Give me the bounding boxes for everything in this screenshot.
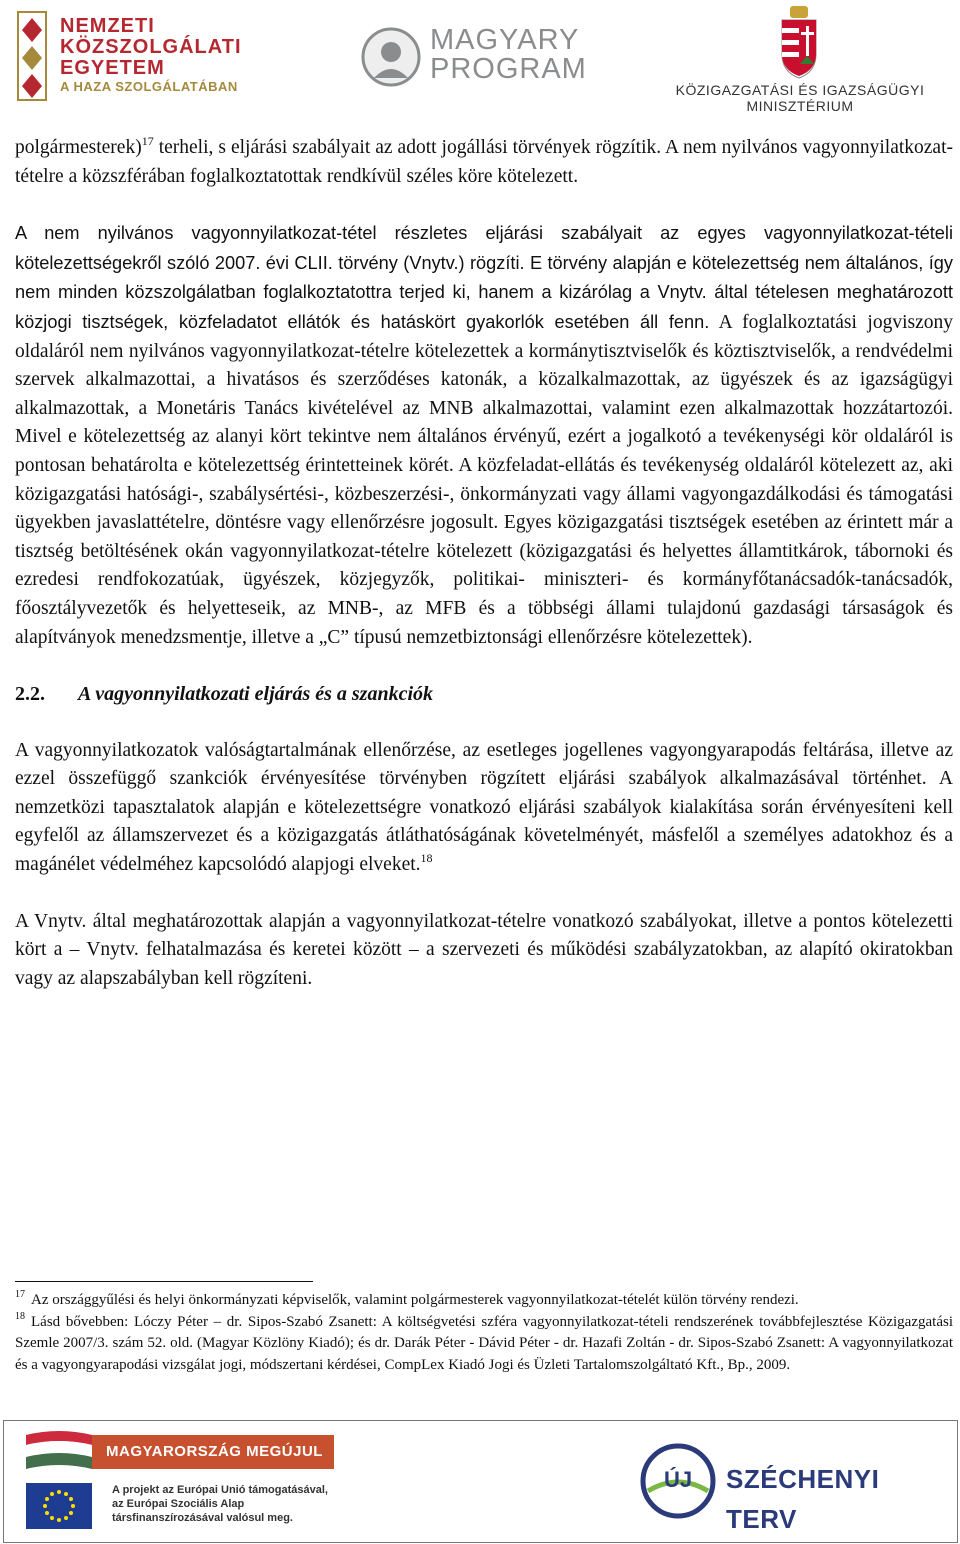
paragraph-4: A Vnytv. által meghatározottak alapján a vagyonnyilatkozat-tételre vonatkozó szabályokat, illetve a pontos kötelezetti kört a – Vnytv. felhatalmazása és keretei között – a szervezeti és működési szabályzatokban, az alapító okiratokban vagy az alapszabályban kell rögzíteni.	[15, 910, 953, 989]
hungarian-flag-icon	[26, 1429, 92, 1473]
footnote-number: 18	[15, 1310, 25, 1322]
paragraph-2-sans-text: A nem nyilvános vagyonnyilatkozat-tétel részletes eljárási szabályait az egyes vagyonnyilatkozat-tételi kötelezettségekről szóló 2007. évi CLII. törvény (Vnytv.) rögzíti. E törvény alapján e kötelezettség nem általános, így nem minden közszolgálatban foglalkoztatottra terjed ki, hanem a kizárólag a Vnytv. által tételesen meghatározott közjogi tisztségek, közfeladatot ellátók és hatáskört gyakorlók esetében áll fenn.	[15, 223, 953, 332]
footnote-separator	[15, 1281, 313, 1282]
nke-wordmark	[60, 16, 260, 95]
section-number: 2.2.	[15, 683, 45, 706]
nke-line4: A HAZA SZOLGÁLATÁBAN	[60, 79, 238, 94]
eu-funding-note	[112, 1483, 372, 1525]
footnote-18	[15, 1312, 953, 1377]
magyary-emblem-icon	[360, 26, 422, 88]
nke-line3: EGYETEM	[60, 57, 165, 79]
footnote-text: Lásd bővebben: Lóczy Péter – dr. Sipos-Szabó Zsanett: A költségvetési szféra vagyonnyilatkozat-tételi rendszerének továbbfejlesztése Közigazgatási Szemle 2007/3. szám 52. old. (Magyar Közlöny Kiadó); és dr. Darák Péter - Dávid Péter - dr. Hazafi Zoltán - dr. Sipos-Szabó Zsanett: A vagyonnyilatkozat és a vagyongyarapodási vizsgálat jogi, módszertani kérdései, CompLex Kiadó Jogi és Üzleti Tartalomszolgáltató Kft., Bp., 2009.	[15, 1313, 953, 1373]
footnote-number: 17	[15, 1289, 25, 1300]
footer-banner	[3, 1420, 958, 1543]
kim-logo	[672, 4, 928, 114]
section-title: A vagyonnyilatkozati eljárás és a szankciók	[78, 683, 434, 706]
kim-wordmark	[672, 82, 928, 114]
magyarorszag-megujul-label: MAGYARORSZÁG MEGÚJUL	[92, 1435, 334, 1469]
footnote-17	[15, 1290, 953, 1312]
paragraph-2-serif-text: A foglalkoztatási jogviszony oldaláról nem nyilvános vagyonnyilatkozat-tételre kötelezettek a kormánytisztviselők és köztisztviselők, a rendvédelmi szervek alkalmazottai, a hivatásos és szerződéses katonák, a közalkalmazottak, az ügyészek és az igazságügyi alkalmazottak, a Monetáris Tanács kivételével az MNB alkalmazottai, valamint ezen alkalmazottak hozzátartozói. Mivel e kötelezettség az alanyi kört tekintve nem általános érvényű, ezért a jogalkotó a tevékenységi kör oldaláról is pontosan behatárolta e kötelezettség érintetteinek körét. A közfeladat-ellátás és tevékenység oldaláról kötelezett az, aki közigazgatási hatósági-, szabálysértési-, közbeszerzési-, önkormányzati vagy állami vagyongazdálkodási és támogatási ügyekben javaslattételre, döntésre vagy ellenőrzésre jogosult. Egyes közigazgatási tisztségek esetében az érintett már a tisztség betöltésének okán vagyonnyilatkozat-tételre kötelezett (közigazgatási és helyettes államtitkárok, tábornoki és ezredesi rendfokozatúak, ügyészek, közjegyzők, politikai- miniszteri- és kormányfőtanácsadók-tanácsadók, főosztályvezetők és helyetteseik, az MNB-, az MFB és a többségi állami tulajdonú gazdasági társaságok és alapítványok menedzsmentje, illetve a „C” típusú nemzetbiztonsági ellenőrzésre kötelezettek).	[15, 311, 953, 648]
paragraph-1	[15, 134, 953, 191]
paragraph-1-text: terheli, s eljárási szabályait az adott jogállási törvények rögzítik. A nem nyilvános vagyonnyilatkozat-tételre a közszférában foglalkoztatottak rendkívül széles köre kötelezett.	[15, 137, 953, 187]
footnote-text: Az országgyűlési és helyi önkormányzati képviselők, valamint polgármesterek vagyonnyilatkozat-tételét külön törvény rendezi.	[31, 1292, 799, 1308]
kim-line2: MINISZTÉRIUM	[746, 98, 854, 114]
eu-line2: az Európai Szociális Alap	[112, 1498, 245, 1510]
magyary-line2: PROGRAM	[430, 53, 587, 85]
magyary-logo	[360, 22, 590, 88]
magyary-wordmark	[430, 26, 587, 84]
footnotes	[15, 1290, 953, 1376]
magyary-line1: MAGYARY	[430, 24, 580, 56]
nke-emblem-icon	[12, 6, 52, 106]
footnote-ref-18[interactable]: 18	[420, 851, 433, 866]
nke-line1: NEMZETI	[60, 15, 155, 37]
nke-line2: KÖZSZOLGÁLATI	[60, 36, 242, 58]
szechenyi-terv-label: SZÉCHENYI TERV	[726, 1464, 880, 1534]
eu-flag-icon	[26, 1483, 92, 1529]
kim-line1: KÖZIGAZGATÁSI ÉS IGAZSÁGÜGYI	[675, 82, 925, 98]
eu-line1: A projekt az Európai Unió támogatásával,	[112, 1484, 328, 1496]
document-body	[15, 134, 953, 993]
paragraph-3-text: A vagyonnyilatkozatok valóságtartalmának ellenőrzése, az esetleges jogellenes vagyongyarapodás feltárása, illetve az ezzel összefüggő szankciók érvényesítése törvényben rögzített eljárási szabályok alkalmazásával történhet. A nemzetközi tapasztalatok alapján e kötelezettségre vonatkozó eljárási szabályok kialakítása során érvényesíteni kell egyfelől az államszervezet és a közigazgatás átláthatóságának követelményét, másfelől a személyes adatokhoz és a magánélet védelméhez kapcsolódó alapjogi elveket.	[15, 739, 953, 876]
page-header	[0, 0, 960, 120]
hungarian-crest-icon	[776, 4, 822, 80]
eu-line3: társfinanszírozásával valósul meg.	[112, 1512, 293, 1524]
paragraph-1-lead: polgármesterek)	[15, 137, 142, 158]
paragraph-2	[15, 219, 953, 652]
uj-label: ÚJ	[663, 1467, 693, 1492]
szechenyi-circle-icon	[640, 1443, 716, 1519]
nke-logo	[12, 6, 262, 108]
paragraph-3	[15, 737, 953, 880]
footnote-ref-17[interactable]: 17	[141, 134, 154, 148]
section-heading	[15, 680, 953, 709]
